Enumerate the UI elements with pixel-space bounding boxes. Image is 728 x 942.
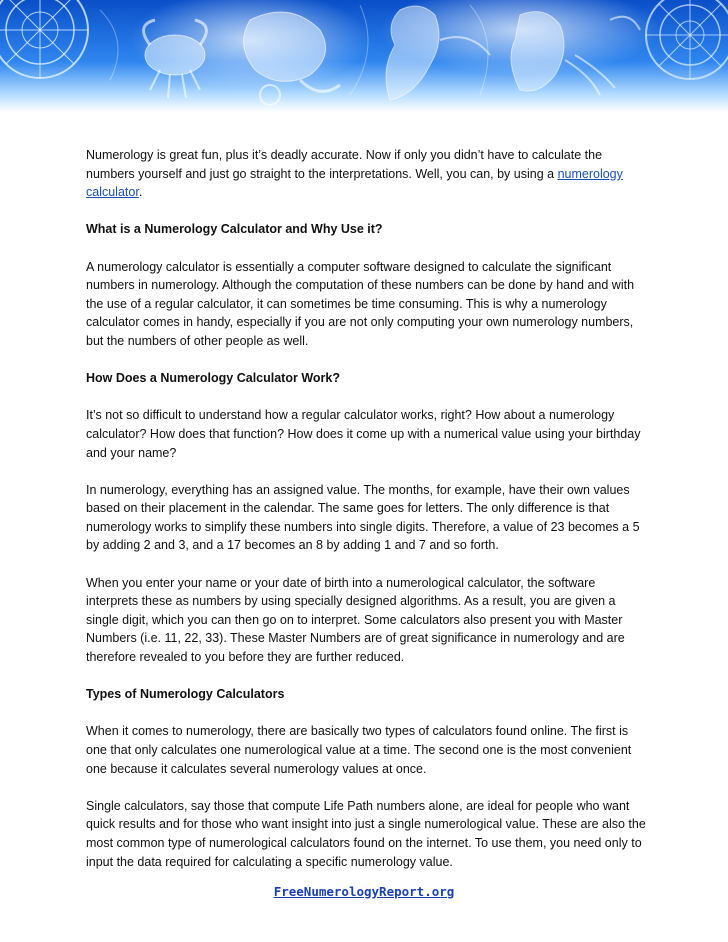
paragraph-what-is: A numerology calculator is essentially a computer software designed to calculate the significant numbers in numerology. Although the computation of these numbers can be done by hand and with the use of a regular calculator, it can sometimes be time consuming. This is why a numerology calculator comes in handy, especially if you are not only computing your own numerology numbers, but the numbers of other people as well. (86, 259, 635, 348)
footer-site-link[interactable]: FreeNumerologyReport.org (273, 884, 455, 899)
paragraph-single-calculators: Single calculators, say those that compute Life Path numbers alone, are ideal for people who want quick results and for those who want insight into just a single numerological value. These are also the most common type of numerological calculators found on the internet. To use them, you need only to input the data required for calculating a specific numerology value. (86, 798, 646, 869)
page-footer (0, 884, 728, 899)
section-heading-what-is: What is a Numerology Calculator and Why Use it? (86, 222, 383, 237)
paragraph-algorithms: When you enter your name or your date of birth into a numerological calculator, the software interprets these as numbers by using specially designed algorithms. As a result, you are given a single digit, which you can then go on to interpret. Some calculators also present you with Master Numbers (i.e. 11, 22, 33). These Master Numbers are of great significance in numerology and are therefore revealed to you before they are further reduced. (86, 575, 625, 665)
numerology-calculator-link[interactable]: numerology calculator (86, 166, 623, 200)
paragraph-assigned-value: In numerology, everything has an assigned value. The months, for example, have their own values based on their placement in the calendar. The same goes for letters. The only difference is that numerology works to simplify these numbers into single digits. Therefore, a value of 23 becomes a 5 by adding 2 and 3, and a 17 becomes an 8 by adding 1 and 7 and so forth. (86, 482, 640, 553)
paragraph-two-types: When it comes to numerology, there are basically two types of calculators found online. The first is one that only calculates one numerological value at a time. The second one is the most convenient one because it calculates several numerology values at once. (86, 724, 632, 776)
section-heading-types: Types of Numerology Calculators (86, 687, 285, 702)
header-banner (0, 0, 728, 112)
article-body (86, 146, 646, 890)
paragraph-regular-calculator: It’s not so difficult to understand how a regular calculator works, right? How about a numerology calculator? How does that function? How does it come up with a numerical value using your birthday and your name? (86, 408, 641, 460)
intro-paragraph: Numerology is great fun, plus it’s deadly accurate. Now if only you didn’t have to calculate the numbers yourself and just go straight to the interpretations. Well, you can, by using a numerology calculator. (86, 148, 623, 200)
section-heading-how-work: How Does a Numerology Calculator Work? (86, 371, 340, 386)
zodiac-banner-art (0, 0, 728, 112)
